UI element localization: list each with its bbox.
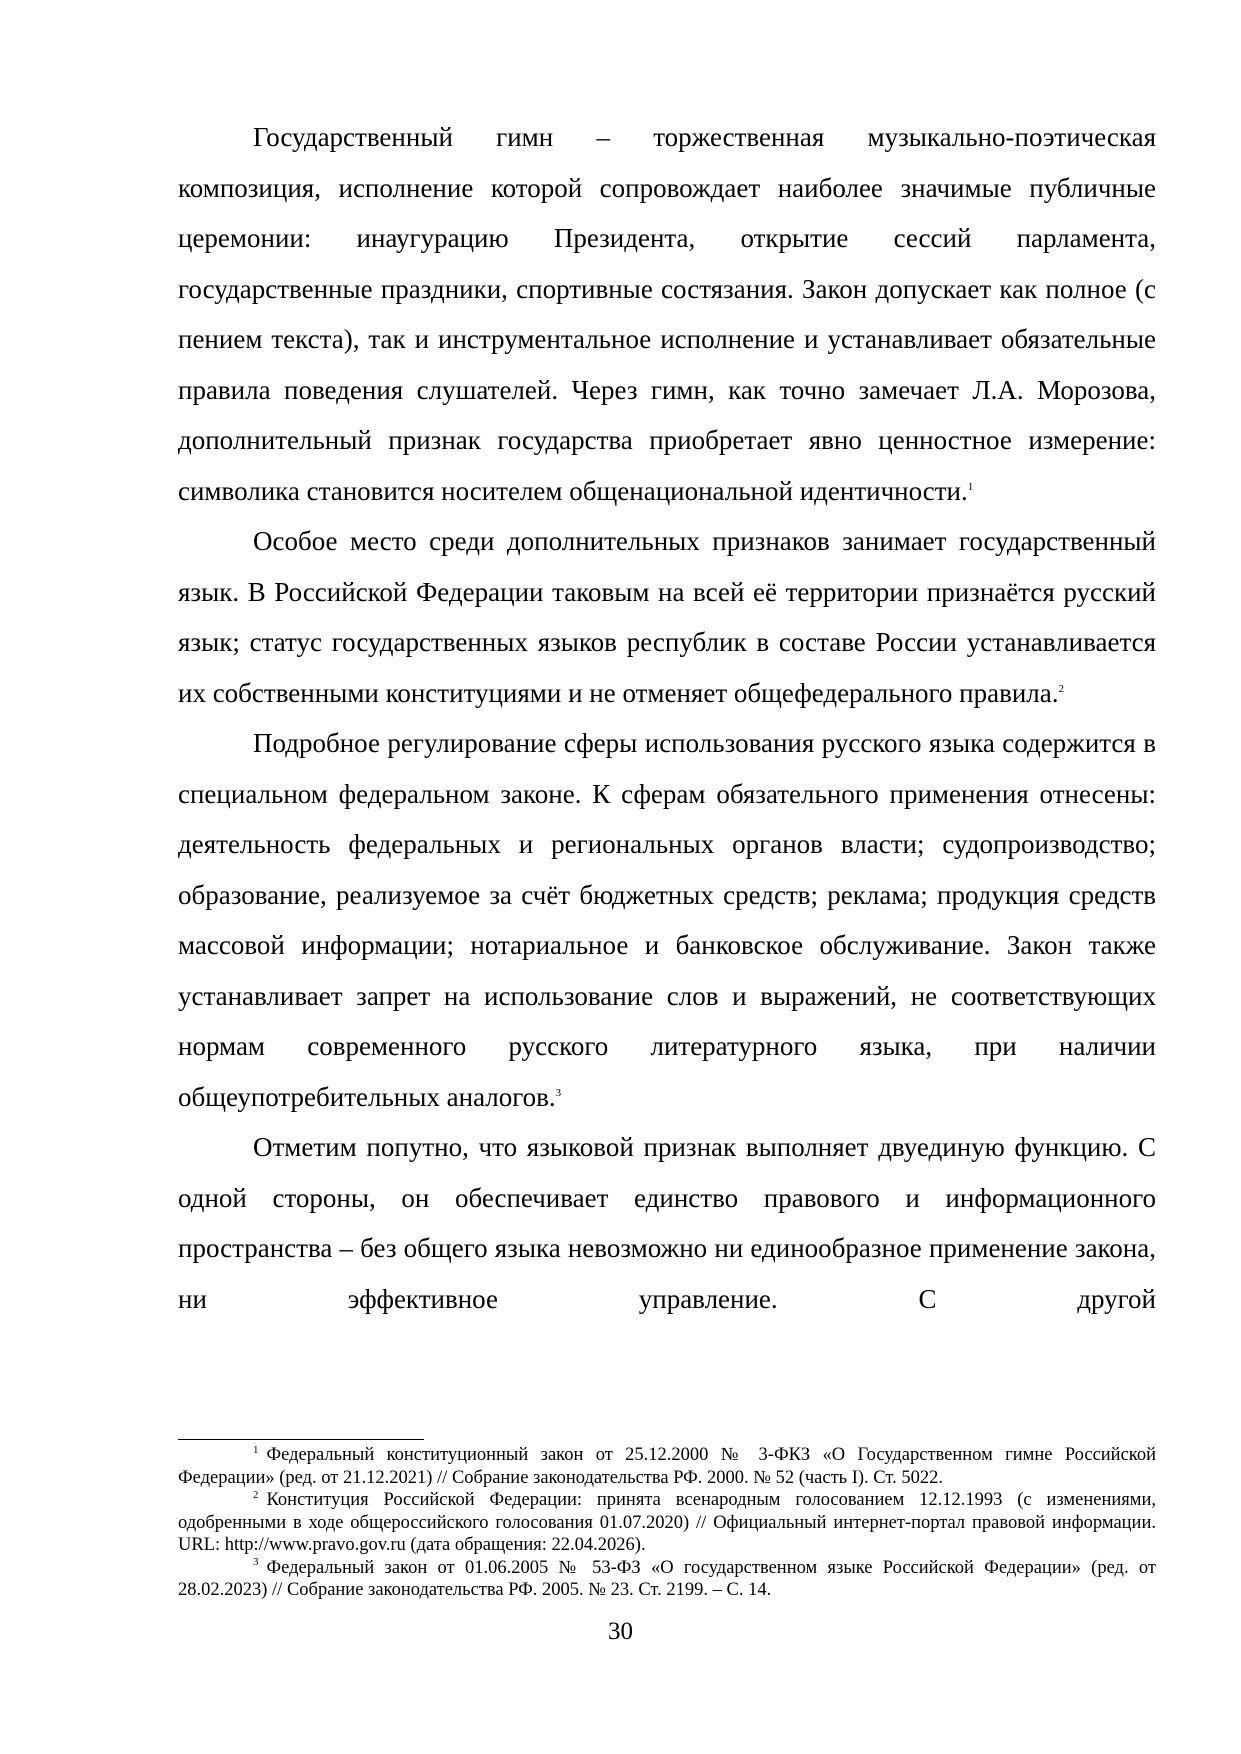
paragraph-text: Подробное регулирование сферы использования русского языка содержится в специальном федеральном законе. К сферам обязательного применения отнесены: деятельность федеральных и региональных органов власти; судопроизводство; образование, реализуемое за счёт бюджетных средств; реклама; продукция средств массовой информации; нотариальное и банковское обслуживание. Закон также устанавливает запрет на использование слов и выражений, не соответствующих нормам современного русского литературного языка, при наличии общеупотребительных аналогов. [178, 728, 1156, 1112]
footnote-reference[interactable]: 3 [555, 1086, 562, 1099]
footnote-text: Конституция Российской Федерации: принята всенародным голосованием 12.12.1993 (с изменениями, одобренными в ходе общероссийского голосования 01.07.2020) // Официальный интернет-портал правовой информации. URL: http://www.pravo.gov.ru (дата обращения: 22.04.2026). [178, 1490, 1156, 1555]
footnote-mark: 1 [253, 1443, 259, 1456]
footnote-reference[interactable]: 2 [1058, 682, 1065, 695]
paragraph [178, 516, 1156, 718]
paragraph [178, 1122, 1156, 1324]
footnote-mark: 2 [253, 1488, 259, 1501]
body-text [178, 112, 1156, 1324]
paragraph [178, 112, 1156, 516]
paragraph-text: Государственный гимн – торжественная музыкально-поэтическая композиция, исполнение которой сопровождает наиболее значимые публичные церемонии: инаугурацию Президента, открытие сессий парламента, государственные праздники, спортивные состязания. Закон допускает как полное (с пением текста), так и инструментальное исполнение и устанавливает обязательные правила поведения слушателей. Через гимн, как точно замечает Л.А. Морозова, дополнительный признак государства приобретает явно ценностное измерение: символика становится носителем общенациональной идентичности. [178, 122, 1156, 506]
footnote-mark: 3 [253, 1556, 259, 1569]
footnotes [178, 1444, 1156, 1602]
footnote [178, 1557, 1156, 1602]
footnote-separator [178, 1439, 424, 1440]
page-number: 30 [608, 1618, 633, 1645]
footnote-text: Федеральный закон от 01.06.2005 № 53-ФЗ «О государственном языке Российской Федерации» (ред. от 28.02.2023) // Собрание законодательства РФ. 2005. № 23. Ст. 2199. – С. 14. [178, 1557, 1156, 1600]
footnote-text: Федеральный конституционный закон от 25.12.2000 № 3-ФКЗ «О Государственном гимне Российской Федерации» (ред. от 21.12.2021) // Собрание законодательства РФ. 2000. № 52 (часть I). Ст. 5022. [178, 1445, 1156, 1488]
paragraph-text: Отметим попутно, что языковой признак выполняет двуединую функцию. С одной стороны, он обеспечивает единство правового и информационного пространства – без общего языка невозможно ни единообразное применение закона, ни эффективное управление. С другой [178, 1132, 1156, 1314]
footnote [178, 1489, 1156, 1557]
paragraph-text: Особое место среди дополнительных признаков занимает государственный язык. В Российской Федерации таковым на всей её территории признаётся русский язык; статус государственных языков республик в составе России устанавливается их собственными конституциями и не отменяет общефедерального правила. [178, 526, 1156, 708]
footnote-reference[interactable]: 1 [967, 480, 974, 493]
footnote [178, 1444, 1156, 1489]
paragraph [178, 718, 1156, 1122]
